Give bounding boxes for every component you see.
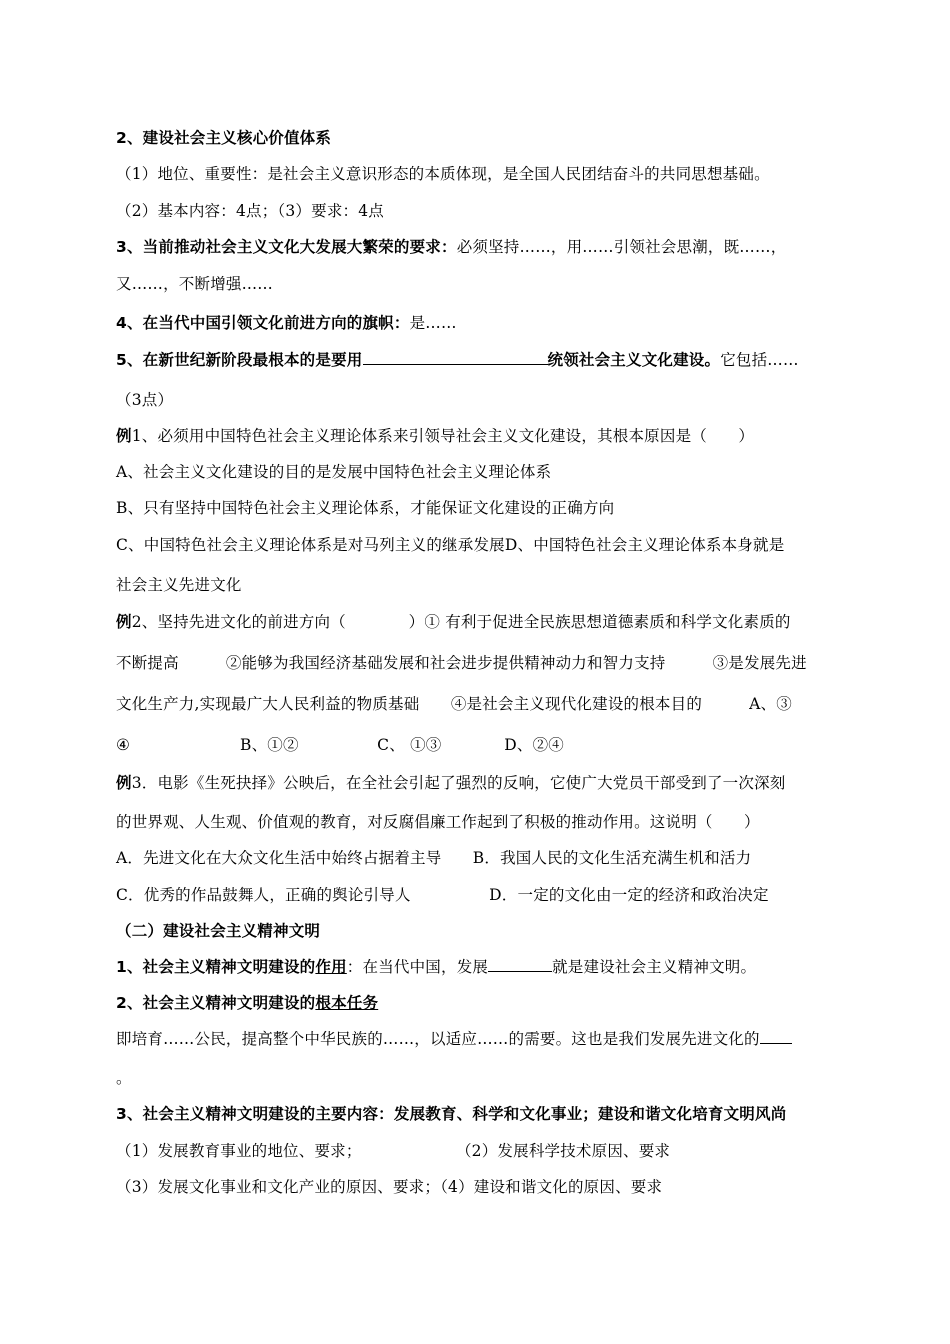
example-1-option-cd: C、中国特色社会主义理论体系是对马列主义的继承发展D、中国特色社会主义理论体系本身就是 [116, 536, 785, 554]
example-2-line-3: 文化生产力,实现最广大人民利益的物质基础 ④是社会主义现代化建设的根本目的 A、③ [116, 695, 792, 713]
requirements-heading: 3、当前推动社会主义文化大发展大繁荣的要求： [116, 238, 457, 256]
paragraph-role [116, 957, 836, 977]
fundamental-text: 它包括…… [720, 351, 799, 369]
heading-core-values: 2、建设社会主义核心价值体系 [116, 129, 332, 147]
paragraph-task-text [116, 1029, 836, 1049]
example-3-options-ab: A．先进文化在大众文化生活中始终占据着主导 B．我国人民的文化生活充满生机和活力 [116, 849, 752, 867]
example-label: 例 [116, 613, 132, 631]
example-3-text: 3．电影《生死抉择》公映后，在全社会引起了强烈的反响，它使广大党员干部受到了一次深刻 [131, 774, 786, 792]
requirements-text: 必须坚持……，用……引领社会思潮，既……， [456, 238, 787, 256]
example-1-question [116, 426, 836, 446]
paragraph-requirements-cont: 又……，不断增强…… [116, 275, 274, 293]
example-3-line-2: 的世界观、人生观、价值观的教育，对反腐倡廉工作起到了积极的推动作用。这说明（ ） [116, 813, 760, 831]
paragraph-requirements [116, 237, 836, 257]
task-heading-underlined: 根本任务 [315, 994, 379, 1012]
role-text: ：在当代中国，发展 [346, 958, 489, 976]
paragraph-content: （2）基本内容：4点；（3）要求：4点 [116, 202, 384, 220]
example-label: 例 [116, 774, 132, 792]
paragraph-fundamental [116, 350, 836, 370]
flag-heading: 4、在当代中国引领文化前进方向的旗帜： [116, 314, 410, 332]
paragraph-flag [116, 313, 836, 333]
example-1-text: 1、必须用中国特色社会主义理论体系来引领导社会主义文化建设，其根本原因是（ ） [131, 427, 755, 445]
example-2-line-2: 不断提高 ②能够为我国经济基础发展和社会进步提供精神动力和智力支持 ③是发展先进 [116, 654, 807, 672]
role-heading-underlined: 作用 [315, 958, 347, 976]
section-title-spiritual-civilization: （二）建设社会主义精神文明 [116, 922, 321, 940]
paragraph-task [116, 993, 836, 1013]
paragraph-task-end: 。 [116, 1069, 132, 1087]
task-heading: 2、社会主义精神文明建设的 [116, 994, 316, 1012]
task-text: 即培育……公民，提高整个中华民族的……，以适应……的需要。这也是我们发展先进文化的 [116, 1030, 760, 1048]
example-2-text: 2、坚持先进文化的前进方向（ ）① 有利于促进全民族思想道德素质和科学文化素质的 [131, 613, 791, 631]
content-items-3-4: （3）发展文化事业和文化产业的原因、要求；（4）建设和谐文化的原因、要求 [116, 1178, 663, 1196]
content-items-1-2: （1）发展教育事业的地位、要求； （2）发展科学技术原因、要求 [116, 1142, 671, 1160]
role-heading: 1、社会主义精神文明建设的 [116, 958, 316, 976]
paragraph-three-points: （3点） [116, 391, 174, 409]
example-3-question [116, 773, 836, 793]
role-text-tail: 就是建设社会主义精神文明。 [552, 958, 757, 976]
example-1-option-cd-cont: 社会主义先进文化 [116, 576, 242, 594]
fill-blank [760, 1029, 792, 1044]
heading-main-content: 3、社会主义精神文明建设的主要内容：发展教育、科学和文化事业；建设和谐文化培育文明风尚 [116, 1105, 787, 1123]
fill-blank [488, 957, 552, 972]
fill-blank [363, 350, 548, 365]
flag-text: 是…… [409, 314, 457, 332]
example-label: 例 [116, 427, 132, 445]
paragraph-status: （1）地位、重要性：是社会主义意识形态的本质体现，是全国人民团结奋斗的共同思想基础。 [116, 165, 770, 183]
fundamental-heading: 5、在新世纪新阶段最根本的是要用 [116, 351, 363, 369]
example-2-question [116, 612, 836, 632]
fundamental-heading-2: 统领社会主义文化建设。 [547, 351, 721, 369]
example-2-options: ④ B、①② C、 ①③ D、②④ [116, 736, 565, 754]
example-3-options-cd: C．优秀的作品鼓舞人，正确的舆论引导人 D．一定的文化由一定的经济和政治决定 [116, 886, 769, 904]
example-1-option-a: A、社会主义文化建设的目的是发展中国特色社会主义理论体系 [116, 463, 552, 481]
example-1-option-b: B、只有坚持中国特色社会主义理论体系，才能保证文化建设的正确方向 [116, 499, 615, 517]
